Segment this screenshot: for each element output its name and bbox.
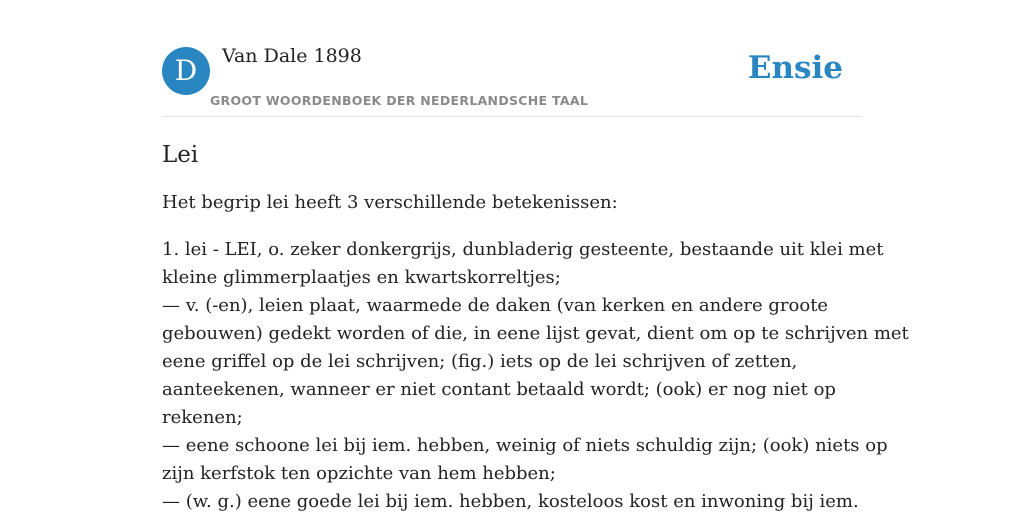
- definition-line: — v. (-en), leien plaat, waarmede de daken (van kerken en andere groote: [162, 295, 829, 316]
- entry-title: Lei: [162, 142, 199, 168]
- definition-line: eene griffel op de lei schrijven; (fig.) iets op de lei schrijven of zetten,: [162, 351, 798, 372]
- definition-line: 1. lei - LEI, o. zeker donkergrijs, dunbladerig gesteente, bestaande uit klei met: [162, 239, 884, 260]
- definition-line: kleine glimmerplaatjes en kwartskorreltjes;: [162, 267, 561, 288]
- definition-line: rekenen;: [162, 407, 243, 428]
- source-subtitle: GROOT WOORDENBOEK DER NEDERLANDSCHE TAAL: [210, 93, 589, 108]
- definition-line: zijn kerfstok ten opzichte van hem hebben;: [162, 463, 556, 484]
- definition-text: [162, 236, 909, 512]
- definition-line: gebouwen) gedekt worden of die, in eene lijst gevat, dient om op te schrijven met: [162, 323, 909, 344]
- entry-intro: Het begrip lei heeft 3 verschillende betekenissen:: [162, 192, 618, 213]
- entry-content: [162, 138, 909, 512]
- definition-line: — eene schoone lei bij iem. hebben, weinig of niets schuldig zijn; (ook) niets op: [162, 435, 888, 456]
- page-header: [162, 0, 862, 117]
- source-title[interactable]: Van Dale 1898: [222, 45, 362, 67]
- brand-logo[interactable]: Ensie: [747, 50, 843, 86]
- source-logo[interactable]: D: [162, 47, 210, 95]
- definition-line: — (w. g.) eene goede lei bij iem. hebben, kosteloos kost en inwoning bij iem.: [162, 491, 859, 512]
- definition-line: aanteekenen, wanneer er niet contant betaald wordt; (ook) er nog niet op: [162, 379, 836, 400]
